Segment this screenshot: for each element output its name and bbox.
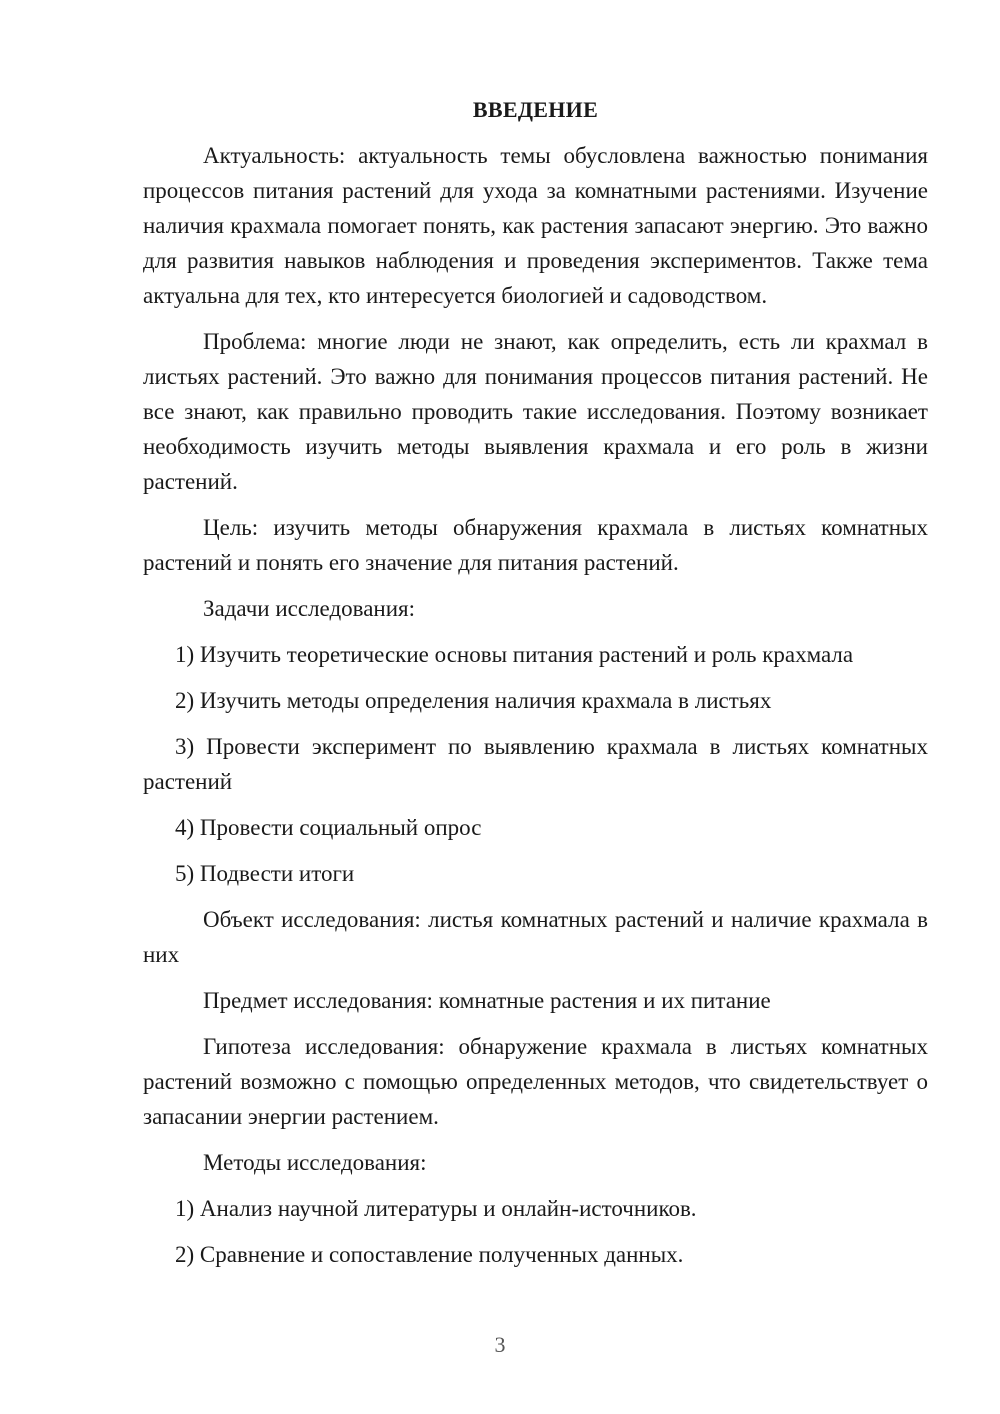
task-item: 4) Провести социальный опрос <box>175 815 482 840</box>
problem-paragraph: Проблема: многие люди не знают, как определить, есть ли крахмал в листьях растений. Это важно для понимания процессов питания растений. Не все знают, как правильно проводить такие исследования. Поэтому возникает необходимость изучить методы выявления крахмала и его роль в жизни растений. <box>143 329 928 494</box>
task-item: 1) Изучить теоретические основы питания растений и роль крахмала <box>175 642 854 667</box>
tasks-heading: Задачи исследования: <box>203 596 416 621</box>
method-item: 2) Сравнение и сопоставление полученных данных. <box>175 1242 684 1267</box>
page-number: 3 <box>494 1332 506 1357</box>
subject-paragraph: Предмет исследования: комнатные растения и их питание <box>203 988 771 1013</box>
document-page <box>143 92 928 1283</box>
section-title: ВВЕДЕНИЕ <box>472 97 599 122</box>
object-paragraph: Объект исследования: листья комнатных растений и наличие крахмала в них <box>143 907 928 967</box>
methods-heading: Методы исследования: <box>203 1150 427 1175</box>
method-item: 1) Анализ научной литературы и онлайн-источников. <box>175 1196 697 1221</box>
task-item: 5) Подвести итоги <box>175 861 355 886</box>
hypothesis-paragraph: Гипотеза исследования: обнаружение крахмала в листьях комнатных растений возможно с помощью определенных методов, что свидетельствует о запасании энергии растением. <box>143 1034 928 1129</box>
goal-paragraph: Цель: изучить методы обнаружения крахмала в листьях комнатных растений и понять его значение для питания растений. <box>143 515 928 575</box>
task-item: 2) Изучить методы определения наличия крахмала в листьях <box>175 688 772 713</box>
task-item: 3) Провести эксперимент по выявлению крахмала в листьях комнатных растений <box>143 734 928 794</box>
relevance-paragraph: Актуальность: актуальность темы обусловлена важностью понимания процессов питания растений для ухода за комнатными растениями. Изучение наличия крахмала помогает понять, как растения запасают энергию. Это важно для развития навыков наблюдения и проведения экспериментов. Также тема актуальна для тех, кто интересуется биологией и садоводством. <box>143 143 928 308</box>
